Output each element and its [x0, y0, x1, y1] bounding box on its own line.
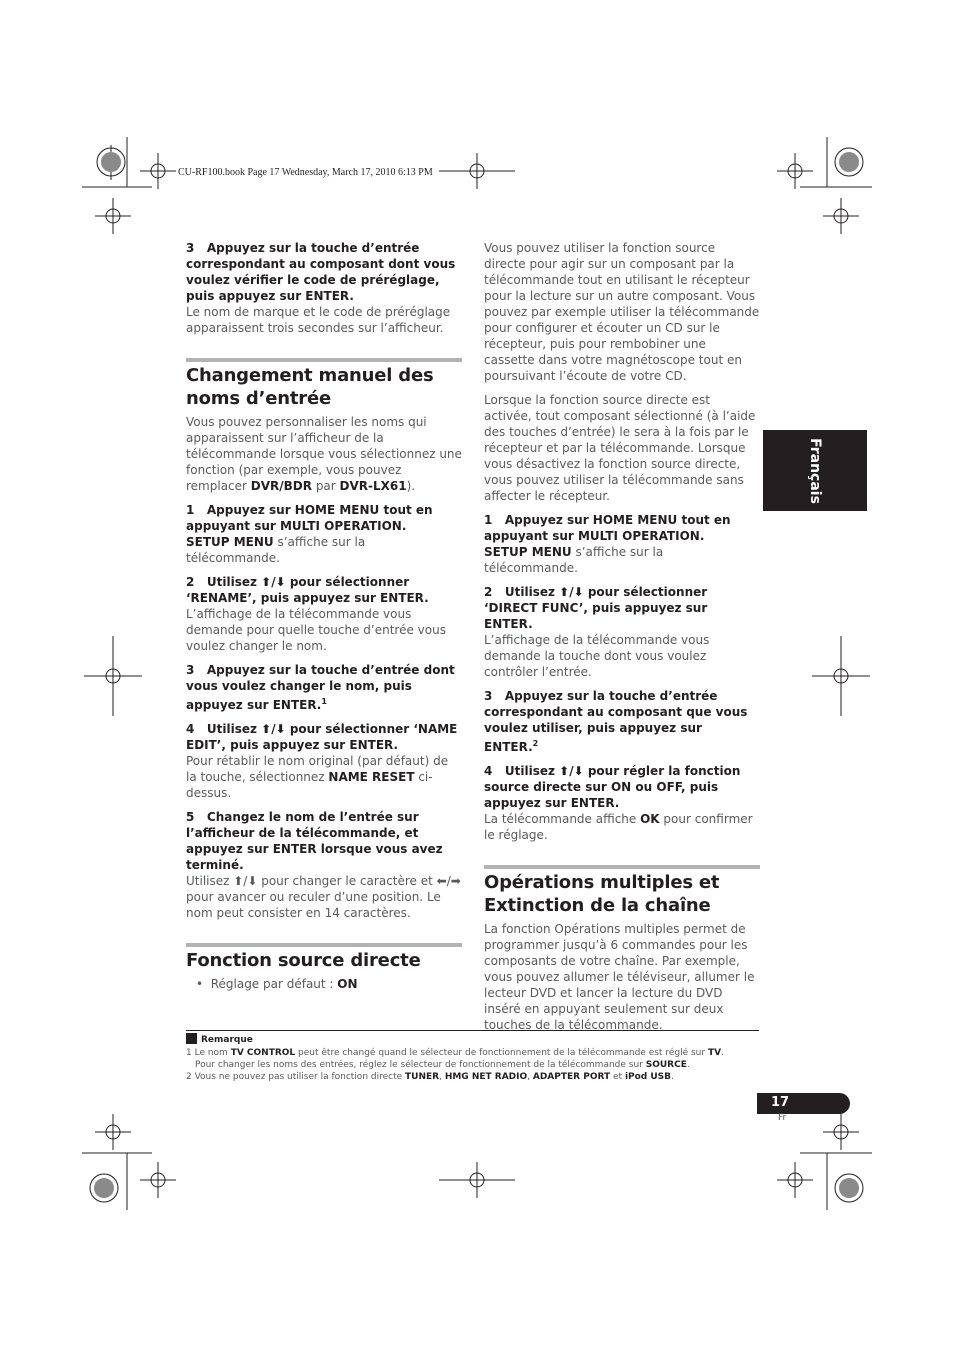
- step-heading: 1 Appuyez sur HOME MENU tout en appuyant sur MULTI OPERATION.: [484, 513, 731, 543]
- paragraph: Vous pouvez utiliser la fonction source directe pour agir sur un composant par la télécommande tout en utilisant le récepteur pour la lecture sur un autre composant. Vous pouvez par exemple utiliser la télécommande pour configurer et écouter un CD sur le récepteur, puis pour rembobiner une cassette dans votre magnétoscope tout en poursuivant l’écoute de votre CD.: [484, 241, 760, 383]
- left-column: [186, 240, 462, 992]
- step-heading: 3 Appuyez sur la touche d’entrée correspondant au composant que vous voulez utiliser, puis appuyez sur ENTER.$^2$: [484, 689, 748, 754]
- section-title: Fonction source directe: [186, 950, 421, 971]
- section-title: Changement manuel des noms d’entrée: [186, 365, 434, 409]
- footnote: 1 Le nom TV CONTROL peut être changé quand le sélecteur de fonctionnement de la télécommande est réglé sur TV.: [186, 1048, 724, 1058]
- paragraph: Le nom de marque et le code de préréglage apparaissent trois secondes sur l’afficheur.: [186, 305, 451, 335]
- step-heading: 1 Appuyez sur HOME MENU tout en appuyant sur MULTI OPERATION.: [186, 503, 433, 533]
- step-block: [186, 662, 462, 713]
- step-block: [186, 502, 462, 566]
- step-block: [484, 763, 760, 843]
- paragraph: La fonction Opérations multiples permet de programmer jusqu’à 6 commandes pour les composants de votre chaîne. Par exemple, vous pouvez allumer le téléviseur, allumer le lecteur DVD et lancer la lecture du DVD inséré en appuyant seulement sur deux touches de la télécommande.: [484, 922, 755, 1032]
- footnote: Pour changer les noms des entrées, réglez le sélecteur de fonctionnement de la télécommande sur SOURCE.: [195, 1060, 690, 1070]
- step-heading: 3 Appuyez sur la touche d’entrée correspondant au composant dont vous voulez vérifier le code de préréglage, puis appuyez sur ENTER.: [186, 241, 456, 303]
- section-header: [484, 865, 760, 917]
- footnote: 2 Vous ne pouvez pas utiliser la fonction directe TUNER, HMG NET RADIO, ADAPTER PORT et iPod USB.: [186, 1072, 674, 1082]
- paragraph: Lorsque la fonction source directe est activée, tout composant sélectionné (à l’aide des touches d’entrée) le sera à la fois par le récepteur et par la télécommande. Lorsque vous désactivez la fonction source directe, vous pouvez utiliser la télécommande sans affecter le récepteur.: [484, 393, 756, 503]
- step-block: [484, 584, 760, 680]
- section-title: Opérations multiples et Extinction de la chaîne: [484, 872, 720, 916]
- language-tab-label: Français: [807, 437, 823, 504]
- paragraph: SETUP MENU s’affiche sur la télécommande.: [186, 535, 366, 565]
- paragraph: La télécommande affiche OK pour confirmer le réglage.: [484, 812, 753, 842]
- step-heading: 2 Utilisez ⬆/⬇ pour sélectionner ‘DIRECT FUNC’, puis appuyez sur ENTER.: [484, 585, 708, 631]
- section-header: [186, 358, 462, 410]
- language-tab: [763, 430, 867, 511]
- paragraph: Utilisez ⬆/⬇ pour changer le caractère et ⬅/➡ pour avancer ou reculer d’une position. Le nom peut consister en 14 caractères.: [186, 874, 461, 920]
- note-icon: [186, 1033, 197, 1044]
- step-heading: 5 Changez le nom de l’entrée sur l’afficheur de la télécommande, et appuyez sur ENTER lorsque vous avez terminé.: [186, 810, 443, 872]
- step-block: [484, 512, 760, 576]
- step-heading: 3 Appuyez sur la touche d’entrée dont vous voulez changer le nom, puis appuyez sur ENTER.$^1$: [186, 663, 455, 712]
- step-block: [186, 809, 462, 921]
- file-header: CU-RF100.book Page 17 Wednesday, March 17, 2010 6:13 PM: [178, 167, 433, 178]
- notes-title: Remarque: [186, 1033, 759, 1047]
- paragraph: SETUP MENU s’affiche sur la télécommande.: [484, 545, 664, 575]
- page-language: Fr: [778, 1113, 787, 1123]
- paragraph: Pour rétablir le nom original (par défaut) de la touche, sélectionnez NAME RESET ci-dessus.: [186, 754, 449, 800]
- bullet-item: • Réglage par défaut : ON: [196, 977, 358, 991]
- paragraph: L’affichage de la télécommande vous demande pour quelle touche d’entrée vous voulez changer le nom.: [186, 607, 446, 653]
- paragraph: Vous pouvez personnaliser les noms qui apparaissent sur l’afficheur de la télécommande lorsque vous sélectionnez une fonction (par exemple, vous pouvez remplacer DVR/BDR par DVR-LX61).: [186, 415, 462, 493]
- step-heading: 2 Utilisez ⬆/⬇ pour sélectionner ‘RENAME’, puis appuyez sur ENTER.: [186, 575, 429, 605]
- step-block: [186, 721, 462, 801]
- step-block: [484, 688, 760, 755]
- section-header: [186, 943, 462, 972]
- page-number: 17: [771, 1095, 790, 1110]
- step-block: [186, 574, 462, 654]
- step-heading: 4 Utilisez ⬆/⬇ pour régler la fonction source directe sur ON ou OFF, puis appuyez sur ENTER.: [484, 764, 741, 810]
- step-block: [186, 240, 462, 336]
- paragraph: L’affichage de la télécommande vous demande la touche dont vous voulez contrôler l’entrée.: [484, 633, 710, 679]
- right-column: [484, 240, 760, 1041]
- page-number-badge: [757, 1093, 850, 1114]
- step-heading: 4 Utilisez ⬆/⬇ pour sélectionner ‘NAME EDIT’, puis appuyez sur ENTER.: [186, 722, 458, 752]
- notes-section: [186, 1030, 759, 1083]
